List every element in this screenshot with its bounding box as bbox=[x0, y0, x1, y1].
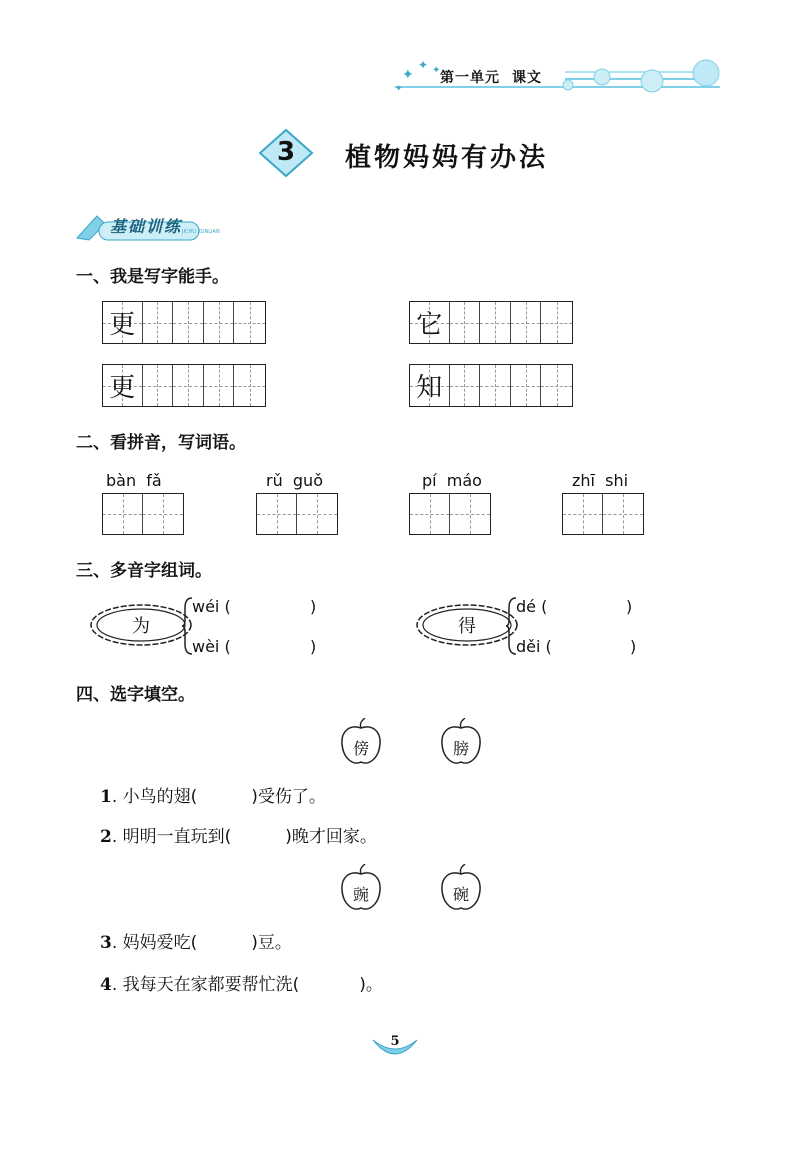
sentence-number: 4 bbox=[100, 975, 112, 995]
reading: wèi ( bbox=[192, 637, 231, 656]
choice-char[interactable]: 傍 bbox=[352, 739, 369, 758]
model-char: 知 bbox=[416, 373, 443, 403]
header-unit: 第一单元 bbox=[440, 70, 500, 86]
pinyin-label: bàn fǎ bbox=[106, 471, 162, 490]
pinyin-label: zhī shi bbox=[572, 471, 629, 490]
choice-char[interactable]: 豌 bbox=[352, 885, 369, 904]
sentence-number: 2 bbox=[100, 827, 112, 847]
model-char: 更 bbox=[109, 373, 136, 403]
section2-title: 二、看拼音，写词语。 bbox=[76, 433, 246, 453]
choice-char[interactable]: 膀 bbox=[452, 739, 469, 758]
sentence-after: )。 bbox=[359, 975, 383, 995]
section4-title: 四、选字填空。 bbox=[76, 685, 195, 705]
sentence-4: 4. 我每天在家都要帮忙洗( )。 bbox=[100, 975, 383, 995]
page-number: 5 bbox=[390, 1034, 400, 1049]
svg-text:✦: ✦ bbox=[418, 58, 429, 72]
model-char: 更 bbox=[109, 310, 136, 340]
header-category: 课文 bbox=[512, 70, 542, 86]
sentence-2: 2. 明明一直玩到( )晚才回家。 bbox=[100, 827, 377, 847]
polyphone-char: 为 bbox=[132, 616, 150, 637]
polyphone-char: 得 bbox=[458, 616, 476, 637]
word-grid-4[interactable] bbox=[562, 493, 644, 535]
sentence-number: 1 bbox=[100, 787, 112, 807]
sentence-before: 小鸟的翅( bbox=[122, 787, 198, 807]
reading: dé ( bbox=[516, 597, 548, 616]
writing-grid-1[interactable] bbox=[102, 301, 266, 344]
word-grid-2[interactable] bbox=[256, 493, 338, 535]
banner-label: 基础训练 bbox=[110, 217, 183, 236]
svg-text:✦: ✦ bbox=[395, 84, 403, 94]
sentence-1: 1. 小鸟的翅( )受伤了。 bbox=[100, 787, 326, 807]
sentence-before: 明明一直玩到( bbox=[122, 827, 232, 847]
writing-grid-3[interactable] bbox=[102, 364, 266, 407]
choice-char[interactable]: 碗 bbox=[452, 885, 469, 904]
writing-grid-2[interactable] bbox=[409, 301, 573, 344]
section3-title: 三、多音字组词。 bbox=[76, 561, 212, 581]
reading: děi ( bbox=[516, 637, 552, 656]
section1-title: 一、我是写字能手。 bbox=[76, 267, 229, 287]
reading-close: ) bbox=[626, 597, 633, 616]
word-grid-1[interactable] bbox=[102, 493, 184, 535]
sentence-after: )晚才回家。 bbox=[285, 827, 377, 847]
reading-close: ) bbox=[310, 637, 317, 656]
word-grid-3[interactable] bbox=[409, 493, 491, 535]
reading-close: ) bbox=[310, 597, 317, 616]
reading: wéi ( bbox=[192, 597, 231, 616]
sentence-after: )豆。 bbox=[251, 933, 292, 953]
banner-sub: JICHU XUNLIAN bbox=[182, 229, 220, 235]
sentence-before: 我每天在家都要帮忙洗( bbox=[122, 975, 300, 995]
pinyin-label: pí máo bbox=[422, 471, 482, 490]
lesson-number: 3 bbox=[276, 137, 296, 167]
model-char: 它 bbox=[416, 310, 443, 340]
svg-text:✦: ✦ bbox=[402, 67, 414, 83]
pinyin-label: rǔ guǒ bbox=[266, 471, 323, 490]
sentence-after: )受伤了。 bbox=[251, 787, 326, 807]
reading-close: ) bbox=[630, 637, 637, 656]
sentence-before: 妈妈爱吃( bbox=[122, 933, 198, 953]
writing-grid-4[interactable] bbox=[409, 364, 573, 407]
sentence-number: 3 bbox=[100, 933, 112, 953]
svg-text:✦: ✦ bbox=[432, 65, 441, 76]
sentence-3: 3. 妈妈爱吃( )豆。 bbox=[100, 933, 292, 953]
lesson-title: 植物妈妈有办法 bbox=[345, 143, 549, 173]
